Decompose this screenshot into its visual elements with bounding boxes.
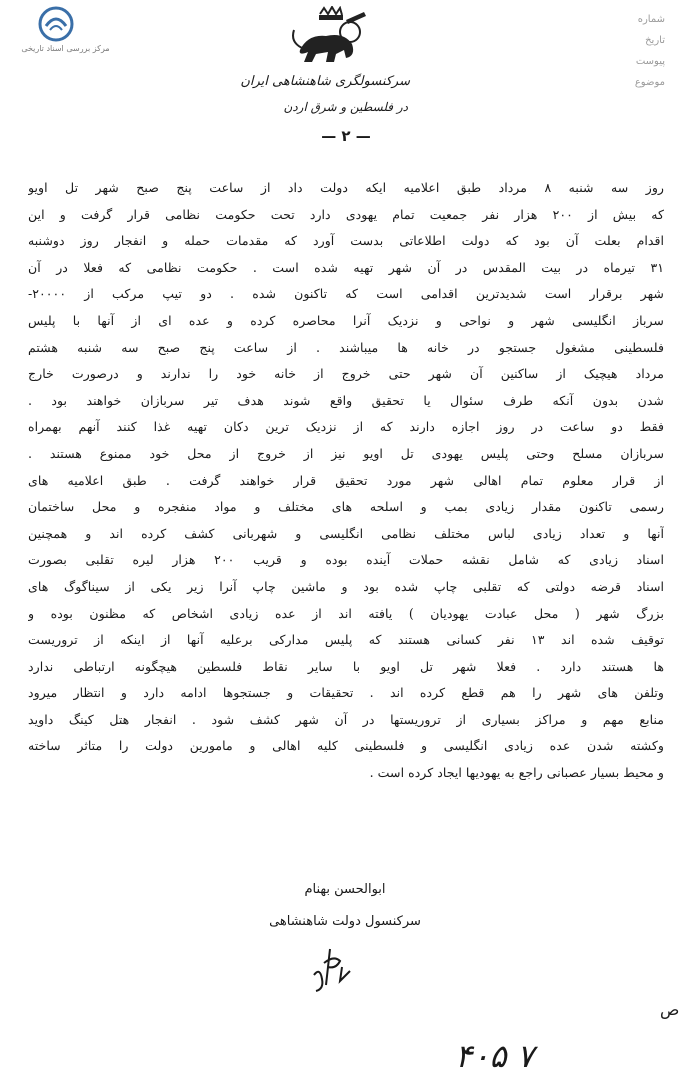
body-line: ۳۱ تیرماه در بیت المقدس در آن شهر تهیه شده است . حکومت نظامی که فعلا در آن: [28, 259, 664, 275]
signatory-name: ابوالحسن بهنام: [304, 882, 386, 897]
letter-body: [28, 175, 664, 787]
body-line: وکشته شدن عده زیادی انگلیسی و فلسطینی کلیه اهالی و مامورین دولت را متاثر ساخته: [28, 738, 664, 754]
office-subtitle: در فلسطین و شرق اردن: [283, 100, 408, 114]
meta-field-number: شماره: [637, 14, 665, 25]
body-line: سرباز انگلیسی شهر و نواحی و نزدیک آنرا محاصره کرده و عده ای از آنها با پلیس: [28, 312, 664, 328]
body-line: فلسطینی مشغول جستجو در خانه ها میباشند . از ساعت پنج صبح سه شنبه هشتم: [28, 339, 664, 355]
body-line: مرداد هیچیک از ساکنین آن شهر حتی خروج از خانه خود را ندارند و درصورت خارج: [28, 366, 664, 382]
body-line: رسمی تاکنون مقدار زیادی بمب و اسلحه های مختلف و مواد منفجره و محل ساختمان: [28, 499, 664, 515]
body-line: سربازان مسلح وحتی پلیس یهودی تل اویو نیز از خروج از محل خود ممنوع هستند .: [28, 445, 664, 461]
meta-fields: [575, 14, 665, 98]
meta-field-attachment: پیوست: [635, 56, 665, 67]
body-line: اسناد قرضه دولتی که تقلبی چاپ شده بود و ماشین چاپ آنرا زیر یکی از سیناگوگ های: [28, 578, 664, 594]
body-line: از قرار معلوم تمام اهالی شهر مورد تحقیق قرار خواهند گرفت . طبق اعلامیه های: [28, 472, 664, 488]
body-line: که بیش از ۲۰۰ هزار نفر جمعیت تمام یهودی دارد تحت حکومت نظامی قرار گرفت و این: [28, 206, 664, 222]
handwritten-signature-icon: [300, 945, 360, 997]
archive-emblem-icon: [38, 6, 74, 42]
signatory-title: سرکنسول دولت شاهنشاهی: [269, 914, 421, 929]
body-line: و محیط بسیار عصبانی راجع به یهودیها ایجاد کرده است .: [369, 765, 664, 781]
body-line: فقط دو ساعت در روز اجازه دارند که از نزدیک ترین دکان تهیه غذا کنند آنهم بهمراه: [28, 419, 664, 435]
archive-logo: [8, 6, 123, 58]
folio-number: ۴۰۵ ۷: [455, 1037, 534, 1075]
meta-field-subject: موضوع: [634, 77, 665, 88]
page-number: — ۲ —: [321, 127, 371, 145]
body-line: آنها و تعداد زیادی لباس مختلف نظامی انگلیسی و شهربانی کشف کرده اند و همچنین: [28, 525, 664, 541]
archive-logo-text: مرکز بررسی اسناد تاریخی: [21, 44, 110, 53]
body-line: شهر برقرار است شدیدترین اقدامی است که تاکنون شده . دو تیپ مرکب از ۲۰۰۰۰-: [28, 286, 664, 302]
body-line: اسناد زیادی که شامل نقشه حملات آینده بوده و قریب ۲۰۰ هزار لیره تقلبی بصورت: [28, 552, 664, 568]
meta-field-date: تاریخ: [645, 35, 665, 46]
body-line: توقیف شده اند ۱۳ نفر کسانی هستند که پلیس مدارکی برعلیه آنها از اینکه از تروریست: [28, 632, 664, 648]
body-line: وتلفن های شهر را هم قطع کرده اند . تحقیقات و جستجوها ادامه دارد و انتظار میرود: [28, 685, 664, 701]
body-line: اقدام بعلت آن بود که دولت اطلاعاتی بدست آورد که مقدمات حمله و انفجار روز دوشنبه: [28, 233, 664, 249]
body-line: شدن بدون آنکه طرف سئوال یا تحقیق واقع شوند هدف تیر سربازان خواهند بود .: [28, 392, 664, 408]
body-line: بزرگ شهر ( محل عبادت یهودیان ) یافته اند از عده زیادی اشخاص که مظنون بوده و: [28, 605, 664, 621]
margin-mark: ص: [660, 1000, 680, 1019]
body-line: ها هستند دارد . فعلا شهر تل اویو با سایر نقاط فلسطین هیچگونه ارتباطی ندارد: [28, 658, 664, 674]
office-title: سرکنسولگری شاهنشاهی ایران: [240, 74, 410, 89]
body-line: منابع مهم و مراکز بسیاری از تروریستها در آن شهر کشف شود . انفجار هتل کینگ داوید: [28, 711, 664, 727]
lion-and-sun-icon: [286, 6, 374, 68]
body-line: روز سه شنبه ۸ مرداد طبق اعلامیه ایکه دولت داد از ساعت پنج صبح شهر تل اویو: [28, 180, 664, 195]
